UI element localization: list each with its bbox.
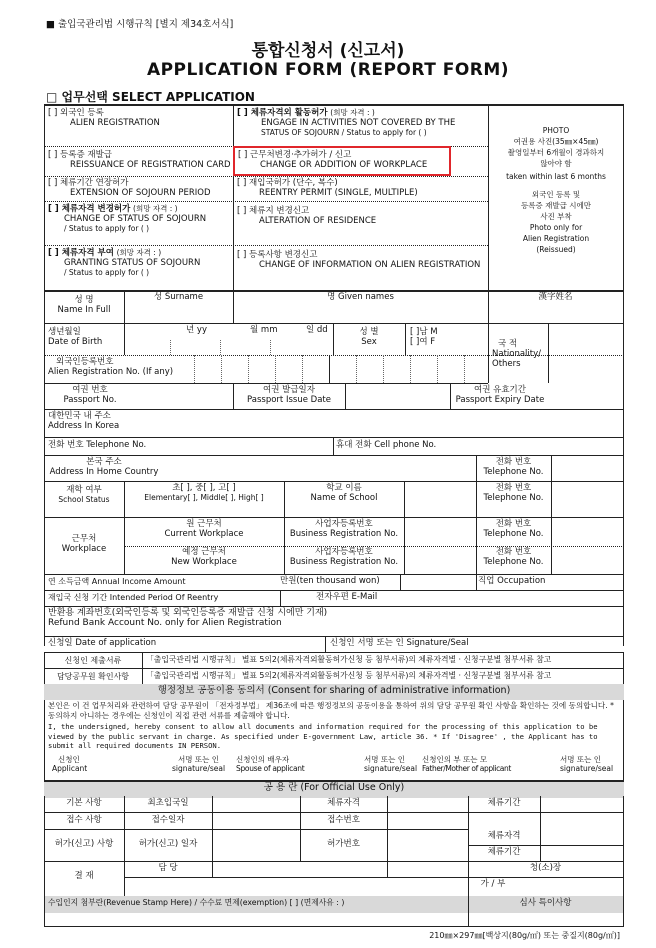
- sex-options: [410, 328, 438, 348]
- paper-spec-footer: 210㎜×297㎜[백상지(80g/㎡) 또는 중질지(80g/㎡)]: [429, 931, 620, 940]
- option-label-en: EXTENSION OF SOJOURN PERIOD: [70, 187, 211, 198]
- label-en: Business Registration No.: [289, 528, 399, 539]
- email-label: 전자우편 E-Mail: [316, 592, 378, 602]
- photo-note: 등록증 재발급 시에만: [521, 201, 591, 211]
- label-en: Current Workplace: [164, 528, 244, 539]
- workplace-label: [44, 535, 124, 555]
- label-ko: 재학 여부: [66, 485, 102, 495]
- label-en: Alien Registration No. (If any): [48, 366, 174, 377]
- period-label: 체류기간: [487, 798, 521, 808]
- photo-note-en: taken within last 6 months: [506, 171, 606, 181]
- hanja-name-label: 漢字姓名: [538, 292, 573, 302]
- label-ko: 신청인의 배우자: [236, 755, 290, 764]
- label-en: Business Registration No.: [289, 556, 399, 567]
- option-label-en: CHANGE OR ADDITION OF WORKPLACE: [260, 159, 428, 170]
- form-reference: ■ 출입국관리법 시행규칙 [별지 제34호서식]: [46, 19, 234, 30]
- passport-issue-date-label: [233, 386, 345, 406]
- option-label-ko: [ ] 체류지 변경신고: [237, 206, 310, 216]
- label-en: Telephone No.: [483, 492, 544, 503]
- month-label: 월 mm: [250, 325, 278, 335]
- option-label-ko: [ ] 체류자격 부여: [48, 248, 114, 258]
- income-unit-label: 만원(ten thousand won): [280, 576, 380, 586]
- option-extension[interactable]: [48, 179, 211, 199]
- label-en: Telephone No.: [483, 528, 544, 539]
- option-reissuance[interactable]: [48, 151, 231, 171]
- option-change-information[interactable]: [237, 251, 480, 271]
- option-label-ko: [ ] 등록사항 변경신고: [237, 250, 318, 260]
- consent-heading: 행정정보 공동이용 동의서 (Consent for sharing of administrative information): [157, 685, 511, 696]
- dob-label: [48, 328, 102, 348]
- label-en: Nationality/: [492, 348, 542, 359]
- review-notes-label: 심사 특이사항: [519, 898, 572, 908]
- label-ko: 전화 번호: [495, 547, 532, 557]
- officer-check-text: 「출입국관리법 시행규칙」 별표 5의2(체류자격외활동허가신청 등 첨부서류)의 체류자격별 · 신청구분별 첨부서류 참고: [146, 671, 552, 680]
- label-ko: 초[ ], 중[ ], 고[ ]: [172, 483, 236, 493]
- application-date-label: 신청일 Date of application: [48, 638, 157, 648]
- label-en: Address In Korea: [48, 420, 120, 431]
- option-label-en: REISSUANCE OF REGISTRATION CARD: [70, 159, 231, 170]
- passport-expiry-date-label: [450, 386, 550, 406]
- day-label: 일 dd: [306, 325, 328, 335]
- permit-label: 허가(신고) 사항: [54, 839, 114, 849]
- annual-income-label: 연 소득금액 Annual Income Amount: [48, 577, 186, 586]
- label-ko: 본국 주소: [86, 457, 122, 467]
- photo-note-en: Alien Registration: [522, 233, 590, 243]
- business-reg-no-label: [284, 520, 404, 540]
- refund-account-label: [48, 608, 327, 629]
- permit-date-label: 허가(신고) 일자: [138, 839, 198, 849]
- form-title-english: APPLICATION FORM (REPORT FORM): [146, 60, 510, 80]
- chief-label: 청(소)장: [529, 863, 562, 873]
- option-label-ko: [ ] 체류기간 연장허가: [48, 178, 129, 188]
- label-ko: 대한민국 내 주소: [48, 411, 111, 421]
- approve-label: 가 / 부: [480, 879, 506, 889]
- option-label-ko: [ ] 체류자격외 활동허가: [237, 108, 328, 118]
- label-en: Elementary[ ], Middle[ ], High[ ]: [144, 492, 264, 502]
- label-ko: 여권 발급일자: [263, 385, 315, 395]
- given-names-label: 명 Given names: [327, 292, 394, 302]
- label-ko: 여권 유효기간: [474, 385, 526, 395]
- new-workplace-label: [124, 548, 284, 568]
- revenue-stamp-label: 수입인지 첨부란(Revenue Stamp Here) / 수수료 면제(exemption) [ ] (면제사유 : ): [48, 898, 345, 907]
- option-label-en: CHANGE OF STATUS OF SOJOURN: [64, 213, 207, 224]
- label-en: Date of Birth: [48, 336, 103, 347]
- first-entry-label: 최초입국일: [147, 798, 189, 808]
- sig-spouse-seal: [340, 756, 417, 773]
- option-granting-status[interactable]: [48, 249, 233, 277]
- label-ko: 성 명: [74, 295, 94, 305]
- label-en: Telephone No.: [483, 466, 544, 477]
- label-ko: 원 근무처: [186, 519, 222, 529]
- official-heading: 공 용 란 (For Official Use Only): [263, 782, 405, 793]
- label-en: Workplace: [61, 543, 107, 554]
- current-workplace-label: [124, 520, 284, 540]
- option-reentry-permit[interactable]: [237, 179, 418, 199]
- status-label: 체류자격: [327, 798, 360, 808]
- business-reg-no-label-2: [284, 548, 404, 568]
- consent-text-korean: 본인은 이 건 업무처리와 관련하여 담당 공무원이 「전자정부법」 제36조에 따른 행정정보의 공동이용을 통하여 위의 담당 공무원 확인 사항을 확인하는 것에 동의합니다. *동의하지 아니하는 경우에는 신청인이 직접 관련 서류를 제출해야 합니다.: [48, 701, 614, 720]
- officer-in-charge-label: 담 당: [158, 863, 178, 873]
- label-ko: 전화 번호: [495, 519, 532, 529]
- option-label-en: REENTRY PERMIT (SINGLE, MULTIPLE): [259, 187, 418, 198]
- label-ko: 여권 번호: [72, 385, 108, 395]
- applicant-documents-label: 신청인 제출서류: [64, 656, 122, 665]
- label-ko: 근무처: [71, 534, 97, 544]
- sex-label: [333, 328, 405, 348]
- label-ko: 서명 또는 인: [364, 755, 405, 764]
- label-ko: 전화 번호: [495, 483, 532, 493]
- label-ko: 사업자등록번호: [315, 519, 373, 529]
- option-label-ko: [ ] 등록증 재발급: [48, 150, 113, 160]
- sig-applicant-seal: [172, 756, 225, 773]
- label-en: Address In Home Country: [49, 466, 159, 477]
- option-label-ko: [ ] 외국인 등록: [48, 108, 104, 118]
- label-en: Spouse of applicant: [236, 763, 305, 773]
- photo-note: 사진 부착: [540, 212, 572, 222]
- option-hint: (희망 자격 : ): [116, 248, 162, 257]
- option-label-en2: / Status to apply for ( ): [64, 267, 150, 277]
- option-workplace-change[interactable]: [233, 146, 451, 176]
- label-en: Applicant: [52, 763, 88, 773]
- school-tel-label: [476, 484, 551, 504]
- option-label-en: GRANTING STATUS OF SOJOURN: [64, 257, 201, 268]
- home-address-label: [44, 458, 164, 478]
- school-name-label: [284, 484, 404, 504]
- receipt-date-label: 접수일자: [151, 815, 185, 825]
- option-label-en2: STATUS OF SOJOURN / Status to apply for ( ): [261, 127, 427, 137]
- applicant-documents-text: 「출입국관리법 시행규칙」 별표 5의2(체류자격외활동허가신청 등 첨부서류)의 체류자격별 · 신청구분별 첨부서류 참고: [146, 655, 552, 664]
- name-label: [44, 296, 124, 316]
- label-en: Father/Mother of applicant: [422, 763, 511, 773]
- label-ko: 학교 이름: [326, 483, 362, 493]
- photo-size: 여권용 사진(35㎜×45㎜): [513, 136, 599, 146]
- option-hint: (희망 자격 : ): [133, 204, 178, 213]
- photo-label: PHOTO: [542, 126, 570, 135]
- label-ko: 사업자등록번호: [315, 547, 373, 557]
- label-ko: 반환용 계좌번호(외국인등록 및 외국인등록증 재발급 신청 시에만 기재): [48, 608, 328, 618]
- sex-female-checkbox[interactable]: [ ]여 F: [410, 336, 436, 347]
- passport-no-label: [44, 386, 136, 406]
- surname-label: 성 Surname: [153, 292, 204, 302]
- reentry-period-label: 재입국 신청 기간 Intended Period Of Reentry: [48, 593, 219, 602]
- label-en: Passport Issue Date: [247, 394, 331, 405]
- permit-number-label: 허가번호: [327, 839, 360, 849]
- photo-note-en: (Reissued): [536, 244, 576, 254]
- option-alien-registration[interactable]: [48, 109, 160, 129]
- receipt-number-label: 접수번호: [327, 815, 360, 825]
- label-en: Refund Bank Account No. only for Alien Registration: [48, 618, 282, 629]
- label-ko: 서명 또는 인: [178, 755, 219, 764]
- option-label-en: ENGAGE IN ACTIVITIES NOT COVERED BY THE: [261, 117, 456, 128]
- label-en: Others: [492, 358, 521, 369]
- label-en: Name of School: [310, 492, 378, 503]
- occupation-label: 직업 Occupation: [478, 576, 546, 586]
- signature-label: 신청인 서명 또는 인 Signature/Seal: [330, 638, 469, 648]
- option-label-ko: [ ] 근무처변경·추가허가 / 신고: [238, 150, 352, 160]
- label-ko: 신청인의 부 또는 모: [422, 755, 488, 764]
- consent-text-english: I, the undersigned, hereby consent to allow all documents and information required for the processing of this application to be viewed by the public servant in charge. As specified under E-government Law, article 36. * If 'Disagree' , the Applicant has to submit all required documents IN PERSON.: [48, 722, 598, 751]
- label-ko: 전화 번호: [495, 457, 532, 467]
- work-tel-label: [476, 520, 551, 540]
- home-tel-label: [476, 458, 551, 478]
- label-en: Telephone No.: [483, 556, 544, 567]
- telephone-label: 전화 번호 Telephone No.: [48, 440, 147, 450]
- label-en: Sex: [361, 336, 377, 347]
- sig-parent: [422, 756, 511, 773]
- label-ko: 생년월일: [48, 327, 81, 337]
- form-title-korean: 통합신청서 (신고서): [251, 41, 405, 61]
- option-label-ko: [ ] 재입국허가 (단수, 복수): [237, 178, 338, 188]
- decision-label: 결 재: [74, 871, 94, 881]
- select-application-heading: □ 업무선택 SELECT APPLICATION: [46, 90, 255, 104]
- label-en: signature/seal: [364, 763, 418, 773]
- label-ko: 외국인등록번호: [56, 357, 114, 367]
- label-ko: 국 적: [498, 339, 518, 349]
- label-ko: 성 별: [359, 327, 379, 337]
- label-en: signature/seal: [560, 763, 614, 773]
- label-en: Passport Expiry Date: [455, 394, 545, 405]
- sig-parent-seal: [560, 756, 613, 773]
- label-en: signature/seal: [172, 763, 226, 773]
- alien-reg-no-label: [48, 358, 173, 378]
- school-level-options[interactable]: [124, 484, 284, 502]
- option-change-status[interactable]: [48, 205, 233, 233]
- photo-note: 않아야 함: [540, 158, 572, 168]
- option-engage-activities[interactable]: [237, 109, 487, 137]
- address-korea-label: [48, 412, 119, 432]
- new-work-tel-label: [476, 548, 551, 568]
- label-en: New Workplace: [171, 556, 237, 567]
- status-label-2: 체류자격: [487, 831, 521, 841]
- officer-check-label: 담당공무원 확인사항: [56, 672, 130, 681]
- basic-info-label: 기본 사항: [66, 798, 102, 808]
- label-en: Name In Full: [57, 304, 111, 315]
- cell-phone-label: 휴대 전화 Cell phone No.: [336, 440, 437, 450]
- photo-note: 외국인 등록 및: [531, 190, 581, 200]
- option-label-en: ALTERATION OF RESIDENCE: [259, 215, 377, 226]
- year-label: 년 yy: [186, 325, 207, 335]
- photo-note-en: Photo only for: [529, 223, 583, 232]
- option-label-en: CHANGE OF INFORMATION ON ALIEN REGISTRATION: [259, 259, 481, 270]
- label-ko: 예정 근무처: [182, 547, 226, 557]
- receipt-label: 접수 사항: [66, 815, 102, 825]
- nationality-label: [492, 340, 541, 369]
- option-alteration-residence[interactable]: [237, 207, 376, 227]
- sig-applicant: [52, 756, 87, 773]
- option-hint: (희망 자격 : ): [330, 108, 375, 117]
- label-ko: 서명 또는 인: [560, 755, 601, 764]
- photo-box: [490, 126, 622, 256]
- sex-male-checkbox[interactable]: [ ]남 M: [410, 327, 438, 337]
- sig-spouse: [236, 756, 304, 773]
- photo-note: 촬영일부터 6개월이 경과하지: [507, 147, 605, 157]
- label-en: Passport No.: [63, 394, 117, 405]
- option-label-en2: / Status to apply for ( ): [64, 223, 150, 233]
- label-en: School Status: [58, 494, 110, 504]
- option-label-ko: [ ] 체류자격 변경허가: [48, 204, 131, 214]
- label-ko: 신청인: [58, 755, 80, 764]
- period-label-2: 체류기간: [487, 847, 521, 857]
- school-status-label: [44, 486, 124, 504]
- option-label-en: ALIEN REGISTRATION: [70, 117, 160, 128]
